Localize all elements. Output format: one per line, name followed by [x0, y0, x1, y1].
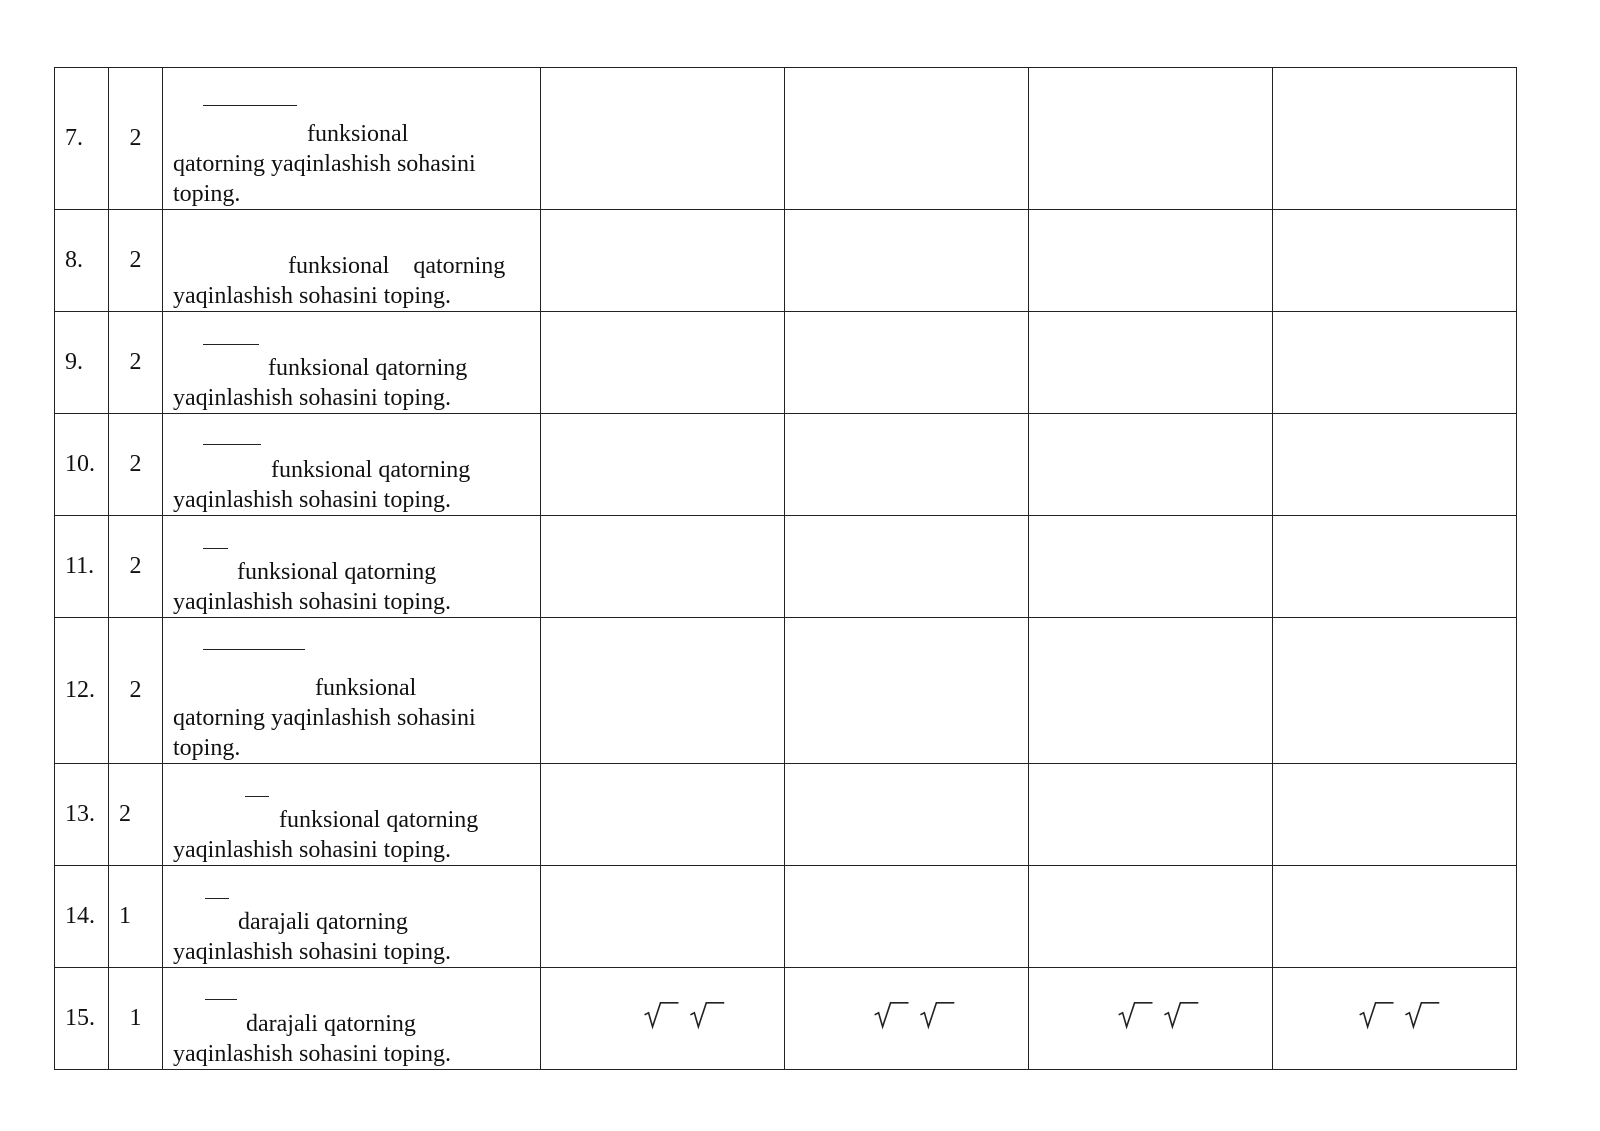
- task-line-2: yaqinlashish sohasini toping.: [173, 283, 451, 309]
- table-row: [55, 764, 1517, 866]
- sqrt-symbols: [1273, 969, 1516, 1069]
- table-row: [55, 866, 1517, 968]
- fraction-bar: [203, 105, 297, 106]
- task-line-1: funksional qatorning: [268, 355, 468, 381]
- row-number: 8.: [55, 210, 109, 312]
- answer-cell-c[interactable]: [1029, 764, 1273, 866]
- table-row: [55, 516, 1517, 618]
- task-cell: [163, 210, 541, 312]
- task-line-3: toping.: [173, 735, 241, 761]
- row-points: 2: [109, 618, 163, 764]
- answer-cell-c[interactable]: [1029, 516, 1273, 618]
- answer-cell-d[interactable]: [1273, 764, 1517, 866]
- task-text: [173, 907, 530, 967]
- table-row: [55, 210, 1517, 312]
- row-number: 7.: [55, 68, 109, 210]
- answer-cell-d[interactable]: [1273, 312, 1517, 414]
- table-row: [55, 968, 1517, 1070]
- fraction-bar: [245, 796, 269, 797]
- answer-cell-c[interactable]: [1029, 414, 1273, 516]
- task-text: [173, 119, 530, 209]
- task-line-1: funksional: [307, 121, 409, 147]
- task-line-2: qatorning yaqinlashish sohasini: [173, 705, 476, 731]
- task-cell: [163, 968, 541, 1070]
- answer-cell-b[interactable]: [785, 414, 1029, 516]
- task-cell: [163, 866, 541, 968]
- answer-cell-a[interactable]: [541, 968, 785, 1070]
- task-line-3: toping.: [173, 181, 241, 207]
- fraction-bar: [203, 444, 261, 445]
- task-text: [173, 805, 530, 865]
- row-points: 2: [109, 764, 163, 866]
- answer-cell-d[interactable]: [1273, 968, 1517, 1070]
- task-line-2: yaqinlashish sohasini toping.: [173, 589, 451, 615]
- answer-cell-d[interactable]: [1273, 210, 1517, 312]
- task-cell: [163, 764, 541, 866]
- fraction-bar: [203, 548, 228, 549]
- row-points: 2: [109, 68, 163, 210]
- task-text: [173, 1009, 530, 1069]
- row-number: 9.: [55, 312, 109, 414]
- answer-cell-c[interactable]: [1029, 968, 1273, 1070]
- table-row: [55, 68, 1517, 210]
- table-row: [55, 312, 1517, 414]
- task-line-2: qatorning yaqinlashish sohasini: [173, 151, 476, 177]
- answer-cell-b[interactable]: [785, 312, 1029, 414]
- answer-cell-c[interactable]: [1029, 68, 1273, 210]
- answer-cell-c[interactable]: [1029, 312, 1273, 414]
- task-line-2: yaqinlashish sohasini toping.: [173, 939, 451, 965]
- answer-cell-b[interactable]: [785, 764, 1029, 866]
- task-text: [173, 353, 530, 413]
- answer-cell-b[interactable]: [785, 516, 1029, 618]
- sqrt-symbols: [1029, 969, 1272, 1069]
- answer-cell-b[interactable]: [785, 210, 1029, 312]
- row-number: 12.: [55, 618, 109, 764]
- answer-cell-d[interactable]: [1273, 618, 1517, 764]
- task-cell: [163, 68, 541, 210]
- answer-cell-d[interactable]: [1273, 866, 1517, 968]
- fraction-bar: [205, 898, 229, 899]
- task-line-1: funksional: [315, 675, 417, 701]
- row-points: 2: [109, 414, 163, 516]
- task-line-1: funksional qatorning: [288, 253, 506, 279]
- fraction-bar: [205, 999, 237, 1000]
- answer-cell-b[interactable]: [785, 866, 1029, 968]
- task-text: [173, 251, 530, 311]
- task-text: [173, 455, 530, 515]
- answer-cell-a[interactable]: [541, 764, 785, 866]
- task-line-1: darajali qatorning: [238, 909, 408, 935]
- task-line-1: funksional qatorning: [271, 457, 471, 483]
- task-line-2: yaqinlashish sohasini toping.: [173, 837, 451, 863]
- answer-cell-a[interactable]: [541, 516, 785, 618]
- row-points: 1: [109, 866, 163, 968]
- task-line-2: yaqinlashish sohasini toping.: [173, 385, 451, 411]
- task-text: [173, 673, 530, 763]
- row-points: 2: [109, 210, 163, 312]
- row-number: 10.: [55, 414, 109, 516]
- answer-cell-d[interactable]: [1273, 414, 1517, 516]
- task-cell: [163, 516, 541, 618]
- task-cell: [163, 414, 541, 516]
- table-row: [55, 618, 1517, 764]
- answer-cell-b[interactable]: [785, 968, 1029, 1070]
- row-points: 1: [109, 968, 163, 1070]
- answer-cell-a[interactable]: [541, 618, 785, 764]
- answer-cell-a[interactable]: [541, 68, 785, 210]
- answer-cell-c[interactable]: [1029, 210, 1273, 312]
- row-number: 14.: [55, 866, 109, 968]
- task-cell: [163, 618, 541, 764]
- task-line-2: yaqinlashish sohasini toping.: [173, 487, 451, 513]
- quiz-table: [54, 67, 1517, 1070]
- row-number: 15.: [55, 968, 109, 1070]
- task-line-1: funksional qatorning: [279, 807, 479, 833]
- row-points: 2: [109, 516, 163, 618]
- fraction-bar: [203, 344, 259, 345]
- answer-cell-b[interactable]: [785, 618, 1029, 764]
- task-line-2: yaqinlashish sohasini toping.: [173, 1041, 451, 1067]
- answer-cell-d[interactable]: [1273, 68, 1517, 210]
- answer-cell-d[interactable]: [1273, 516, 1517, 618]
- table-row: [55, 414, 1517, 516]
- answer-cell-a[interactable]: [541, 312, 785, 414]
- task-cell: [163, 312, 541, 414]
- row-number: 13.: [55, 764, 109, 866]
- fraction-bar: [203, 649, 305, 650]
- task-line-1: funksional qatorning: [237, 559, 437, 585]
- task-text: [173, 557, 530, 617]
- row-number: 11.: [55, 516, 109, 618]
- answer-cell-c[interactable]: [1029, 618, 1273, 764]
- answer-cell-a[interactable]: [541, 210, 785, 312]
- task-line-1: darajali qatorning: [246, 1011, 416, 1037]
- row-points: 2: [109, 312, 163, 414]
- answer-cell-b[interactable]: [785, 68, 1029, 210]
- answer-cell-a[interactable]: [541, 414, 785, 516]
- answer-cell-a[interactable]: [541, 866, 785, 968]
- sqrt-symbols: [541, 969, 784, 1069]
- sqrt-symbols: [785, 969, 1028, 1069]
- answer-cell-c[interactable]: [1029, 866, 1273, 968]
